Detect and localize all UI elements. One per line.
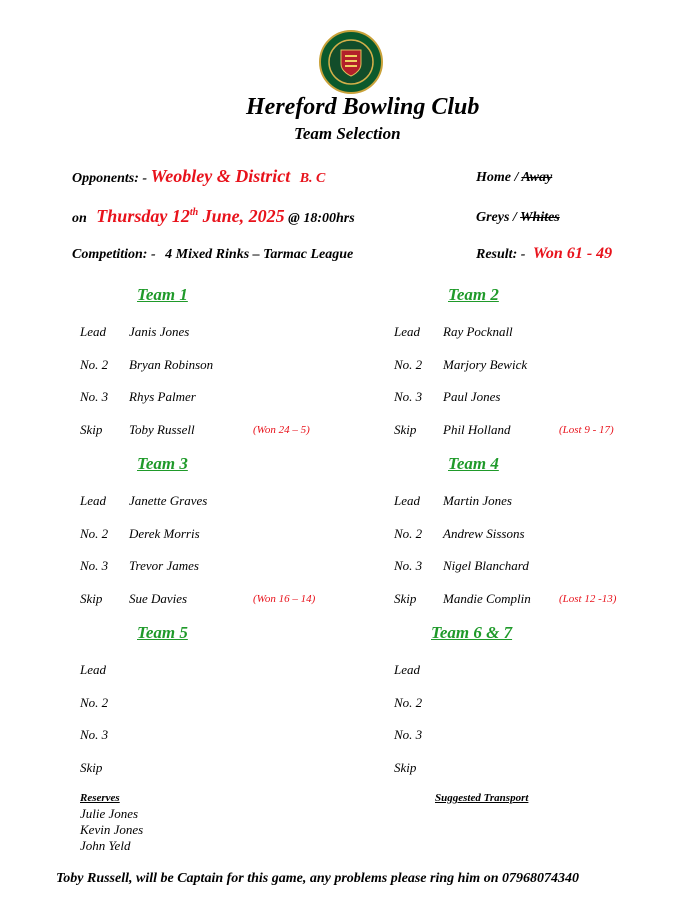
player-name: Sue Davies xyxy=(129,590,188,606)
club-logo xyxy=(319,30,383,94)
team-title: Team 4 xyxy=(448,454,499,473)
team-score: (Lost 12 -13) xyxy=(559,592,617,605)
player-name: Andrew Sissons xyxy=(443,525,525,541)
player-name: Janette Graves xyxy=(129,493,208,508)
match-time: @ 18:00hrs xyxy=(288,211,355,226)
team-title: Team 2 xyxy=(448,285,499,304)
page-subtitle: Team Selection xyxy=(294,124,401,143)
position-label: Skip xyxy=(394,590,417,606)
player-name: Phil Holland xyxy=(443,421,511,437)
position-label: No. 2 xyxy=(394,694,423,710)
position-label: Lead xyxy=(394,324,420,339)
opponents-row xyxy=(72,166,325,187)
match-date: Thursday 12 xyxy=(96,206,190,226)
home-label: Home / xyxy=(476,170,519,185)
position-label: Lead xyxy=(80,324,106,339)
player-name: Marjory Bewick xyxy=(443,356,528,372)
team-title: Team 1 xyxy=(137,285,188,304)
position-label: No. 3 xyxy=(394,558,423,573)
competition-label: Competition: - xyxy=(72,247,156,262)
position-label: Lead xyxy=(80,662,106,677)
player-name: Nigel Blanchard xyxy=(443,558,529,573)
position-label: Lead xyxy=(394,493,420,508)
away-label: Away xyxy=(521,170,553,185)
opponents-label: Opponents: - xyxy=(72,171,148,186)
player-name: Trevor James xyxy=(129,558,199,573)
player-name: Toby Russell xyxy=(129,421,195,437)
position-label: Skip xyxy=(80,590,103,606)
on-label: on xyxy=(72,211,87,226)
club-crest-icon xyxy=(319,30,383,94)
result-value: Won 61 - 49 xyxy=(532,245,613,262)
player-name: Ray Pocknall xyxy=(443,324,513,339)
home-away xyxy=(476,170,552,186)
transport-title: Suggested Transport xyxy=(435,792,529,804)
position-label: No. 3 xyxy=(80,558,109,573)
position-label: Skip xyxy=(394,759,417,775)
whites-label: Whites xyxy=(520,210,560,225)
player-name: Rhys Palmer xyxy=(129,389,196,404)
position-label: No. 2 xyxy=(80,356,109,372)
position-label: No. 2 xyxy=(80,694,109,710)
opponents-name: Weobley & District xyxy=(150,166,291,186)
reserve-name: Julie Jones xyxy=(80,806,139,821)
position-label: No. 2 xyxy=(394,525,423,541)
opponents-suffix: B. C xyxy=(299,171,326,186)
competition-name: 4 Mixed Rinks – Tarmac League xyxy=(165,247,354,262)
club-title: Hereford Bowling Club xyxy=(246,94,480,120)
competition-row xyxy=(72,247,353,263)
footer-note: Toby Russell, will be Captain for this game, any problems please ring him on 07968074340 xyxy=(56,871,579,886)
team-score: (Lost 9 - 17) xyxy=(559,423,614,436)
position-label: Skip xyxy=(394,421,417,437)
position-label: Lead xyxy=(394,662,420,677)
greys-label: Greys / xyxy=(476,210,517,225)
team-title: Team 5 xyxy=(137,623,188,642)
reserve-name: Kevin Jones xyxy=(80,822,144,837)
team-title: Team 6 & 7 xyxy=(431,623,513,642)
player-name: Bryan Robinson xyxy=(129,356,214,372)
position-label: Lead xyxy=(80,493,106,508)
position-label: No. 3 xyxy=(80,389,109,404)
date-suffix: th xyxy=(189,207,199,218)
reserve-name: John Yeld xyxy=(80,838,131,853)
player-name: Mandie Complin xyxy=(443,590,531,606)
match-date-rest: June, 2025 xyxy=(198,206,285,226)
position-label: No. 2 xyxy=(394,356,423,372)
player-name: Derek Morris xyxy=(129,525,200,541)
position-label: No. 3 xyxy=(394,389,423,404)
result-label: Result: - xyxy=(476,247,526,262)
reserves-title: Reserves xyxy=(80,792,120,804)
greys-whites xyxy=(476,210,560,226)
player-name: Martin Jones xyxy=(443,493,512,508)
position-label: Skip xyxy=(80,421,103,437)
position-label: No. 3 xyxy=(394,727,423,742)
player-name: Paul Jones xyxy=(443,389,501,404)
team-score: (Won 24 – 5) xyxy=(253,423,310,436)
team-score: (Won 16 – 14) xyxy=(253,592,316,605)
position-label: No. 3 xyxy=(80,727,109,742)
date-row xyxy=(72,206,355,227)
position-label: No. 2 xyxy=(80,525,109,541)
position-label: Skip xyxy=(80,759,103,775)
result-row xyxy=(476,245,612,263)
team-title: Team 3 xyxy=(137,454,188,473)
player-name: Janis Jones xyxy=(129,324,190,339)
